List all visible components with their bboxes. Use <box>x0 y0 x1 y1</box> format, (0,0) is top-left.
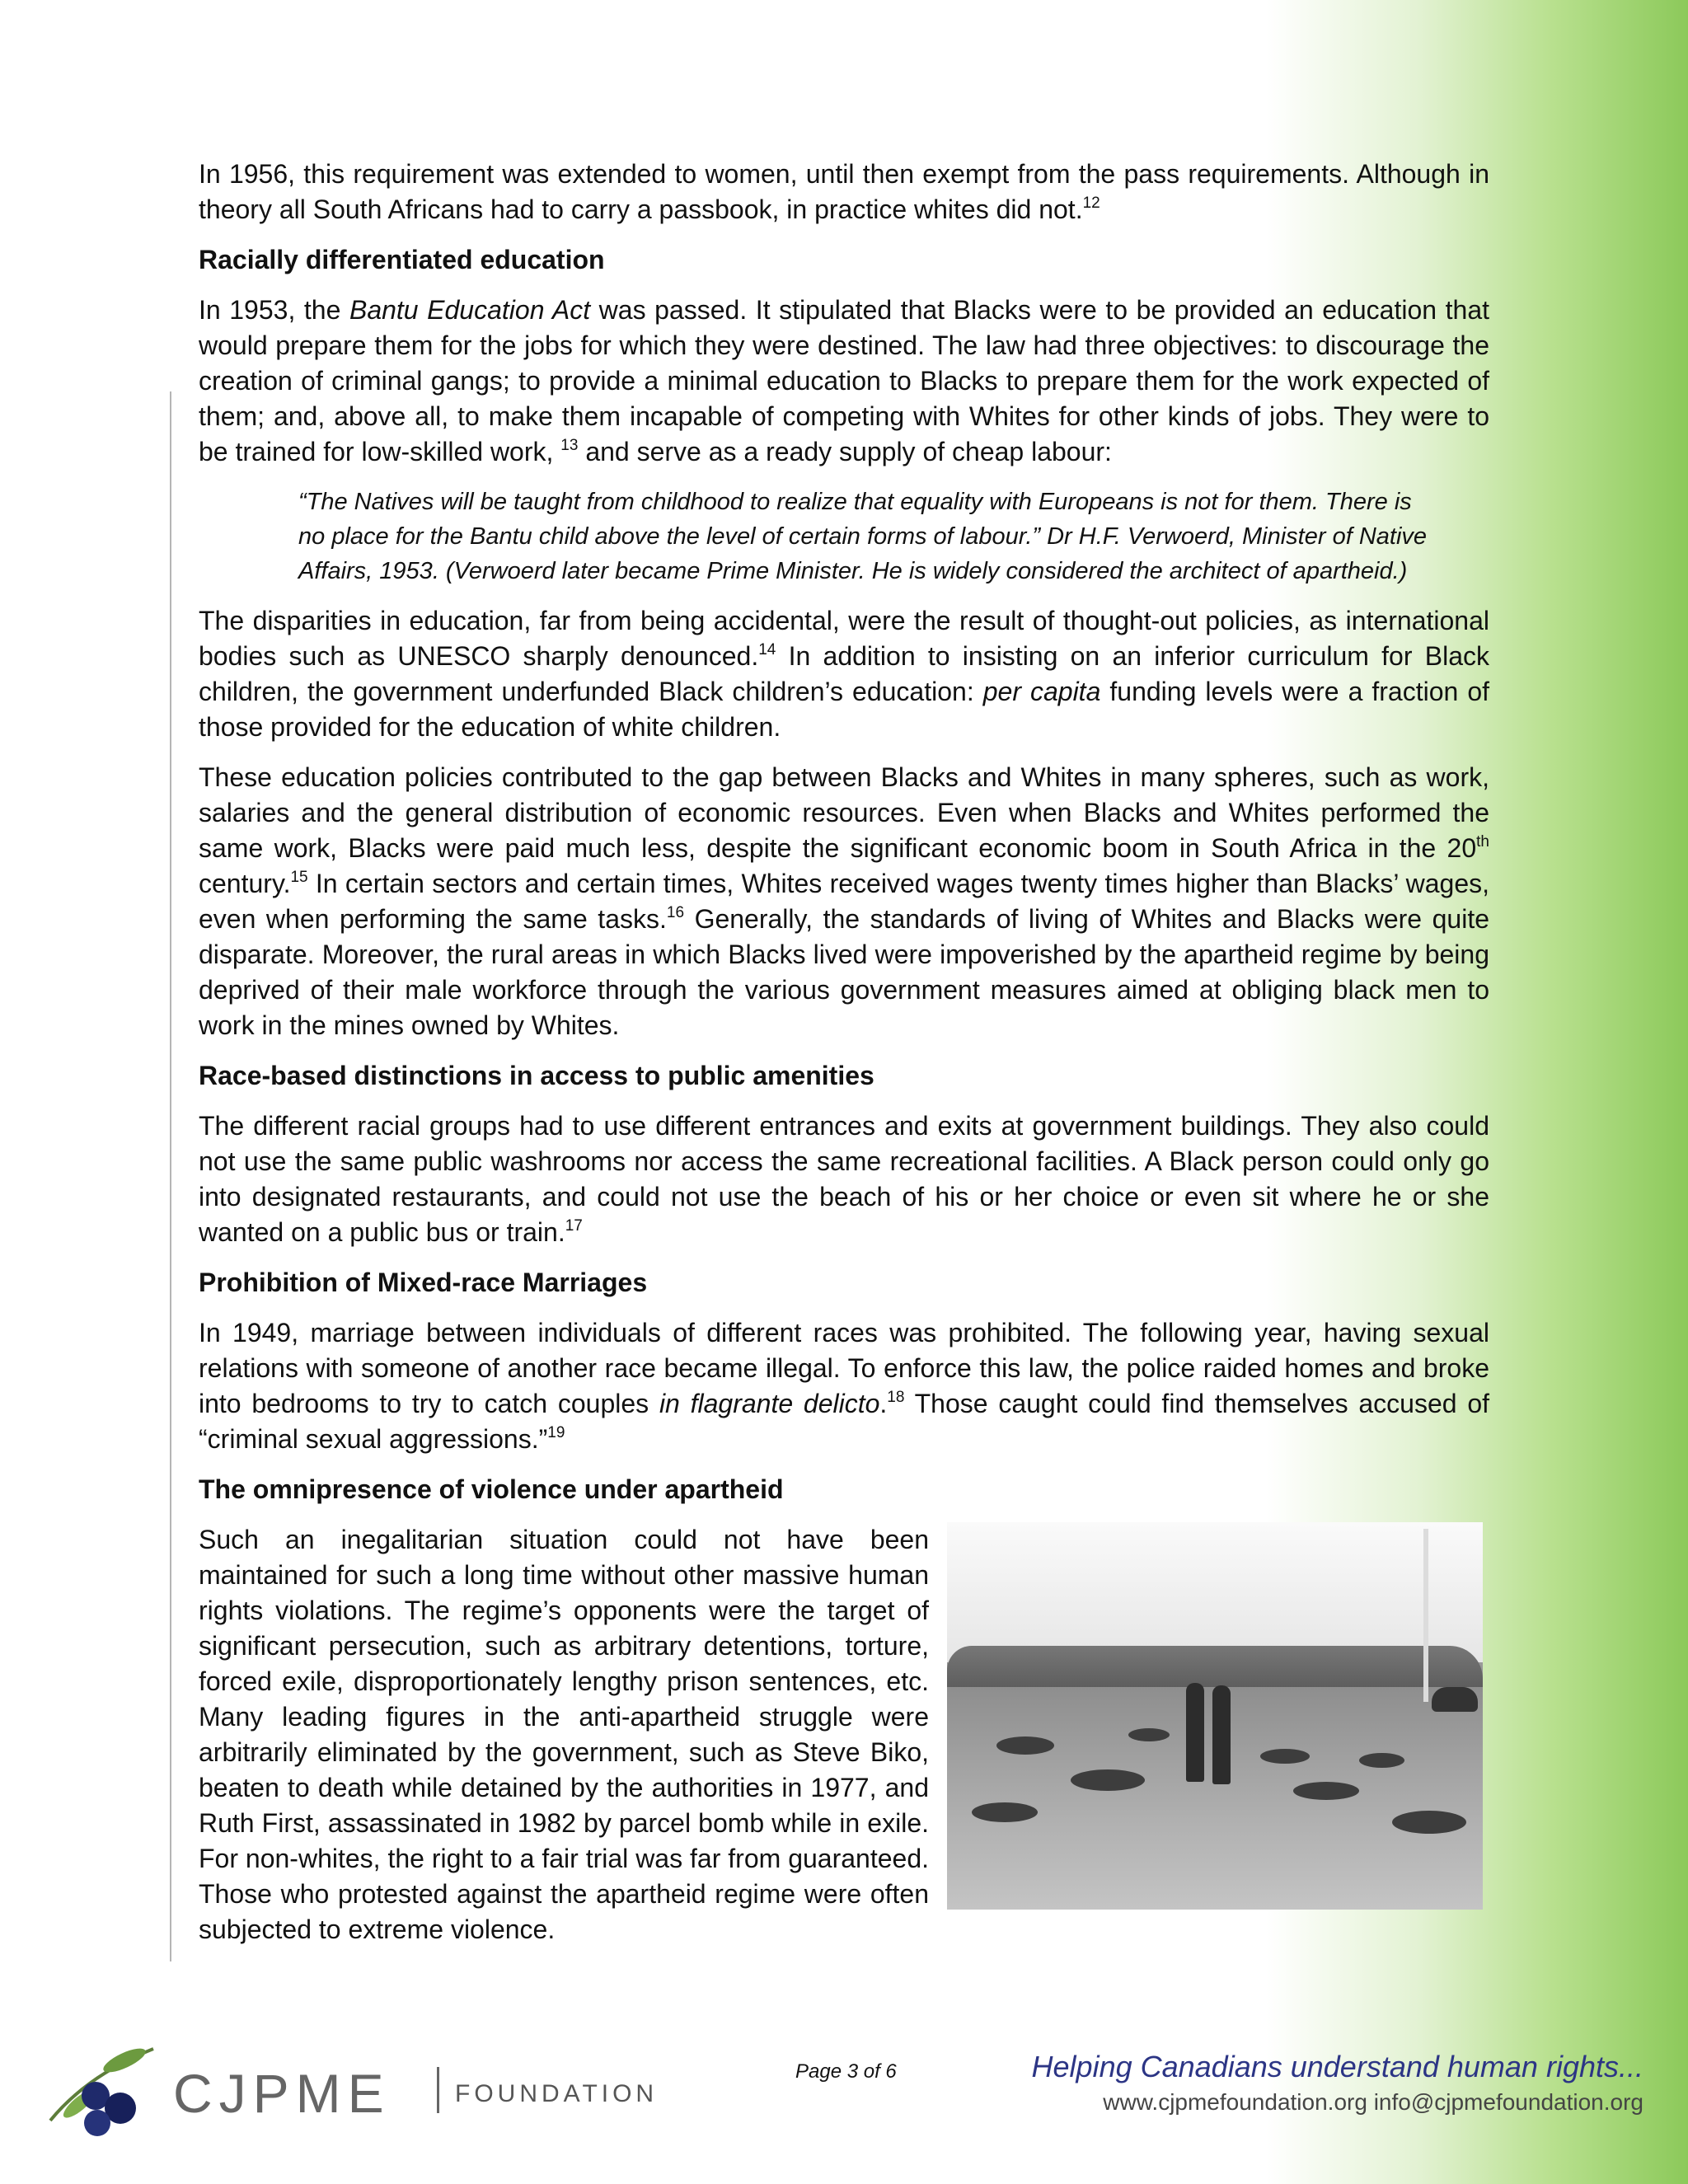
heading-amenities: Race-based distinctions in access to public amenities <box>199 1061 874 1090</box>
heading-marriage: Prohibition of Mixed-race Marriages <box>199 1268 648 1297</box>
page-number: Page 3 of 6 <box>795 2060 897 2083</box>
paragraph-amenities: The different racial groups had to use different entrances and exits at government buildings. They also could not use the same public washrooms nor access the same recreational facilities. A Black person could only go into designated restaurants, and could not use the beach of his or her choice or even sit where he or she wanted on a public bus or train.$^{17}$ <box>199 1111 1489 1247</box>
paragraph-economic-gap: These education policies contributed to the gap between Blacks and Whites in many spheres, such as work, salaries and the general distribution of economic resources. Even when Blacks and Whites performed the same work, Blacks were paid much less, despite the significant economic boom in South Africa in the 20th century.$^{15}$ In certain sectors and certain times, Whites received wages twenty times higher than Blacks’ wages, even when performing the same tasks.$^{16}$ Generally, the standards of living of Whites and Blacks were quite disparate. Moreover, the rural areas in which Blacks lived were impoverished by the apartheid regime by being deprived of their male workforce through the various government measures aimed at obliging black men to work in the mines owned by Whites. <box>199 762 1490 1040</box>
paragraph-violence: Such an inegalitarian situation could not have been maintained for such a long time without other massive human rights violations. The regime’s opponents were the target of significant persecution, such as arbitrary detentions, torture, forced exile, disproportionately lengthy prison sentences, etc. Many leading figures in the anti-apartheid struggle were arbitrarily eliminated by the government, such as Steve Biko, beaten to death while detained by the authorities in 1977, and Ruth First, assassinated in 1982 by parcel bomb while in exile. For non-whites, the right to a fair trial was far from guaranteed. Those who protested against the apartheid regime were often subjected to extreme violence. <box>199 1525 929 1944</box>
soweto-photo <box>947 1522 1483 1910</box>
logo-divider <box>437 2067 439 2113</box>
olive-branch-icon <box>46 2042 178 2137</box>
paragraph-disparities: The disparities in education, far from being accidental, were the result of thought-out policies, as international bodies such as UNESCO sharply denounced.$^{14}$ In addition to insisting on an inferior curriculum for Black children, the government underfunded Black children’s education: per capita funding levels were a fraction of those provided for the education of white children. <box>199 606 1490 742</box>
logo-wordmark: CJPME <box>173 2063 391 2124</box>
verwoerd-quote: “The Natives will be taught from childhood to realize that equality with Europeans is not for them. There is no place for the Bantu child above the level of certain forms of labour.” Dr H.F. Verwoerd, Minister of Native Affairs, 1953. (Verwoerd later became Prime Minister. He is widely considered the architect of apartheid.) <box>298 489 1428 584</box>
heading-violence: The omnipresence of violence under apartheid <box>199 1474 784 1504</box>
paragraph-passbook: In 1956, this requirement was extended to women, until then exempt from the pass requirements. Although in theory all South Africans had to carry a passbook, in practice whites did not.$^{12}$ <box>199 159 1489 224</box>
margin-rule <box>170 391 171 1961</box>
paragraph-bantu-act: In 1953, the Bantu Education Act was passed. It stipulated that Blacks were to be provided an education that would prepare them for the jobs for which they were destined. The law had three objectives: to discourage the creation of criminal gangs; to provide a minimal education to Blacks to prepare them for the work expected of them; and, above all, to make them incapable of competing with Whites for other kinds of jobs. They were to be trained for low-skilled work, $^{13}$ and serve as a ready supply of cheap labour: <box>199 295 1490 466</box>
footer-slogan: Helping Canadians understand human rights... <box>1031 2050 1643 2083</box>
footer-contact: www.cjpmefoundation.org info@cjpmefoundation.org <box>1103 2089 1643 2115</box>
logo-subtitle: FOUNDATION <box>455 2080 659 2107</box>
heading-education: Racially differentiated education <box>199 245 605 274</box>
document-body <box>199 157 1489 1962</box>
paragraph-marriage: In 1949, marriage between individuals of different races was prohibited. The following year, having sexual relations with someone of another race became illegal. To enforce this law, the police raided homes and broke into bedrooms to try to catch couples in flagrante delicto.$^{18}$ Those caught could find themselves accused of “criminal sexual aggressions.”$^{19}$ <box>199 1318 1490 1454</box>
